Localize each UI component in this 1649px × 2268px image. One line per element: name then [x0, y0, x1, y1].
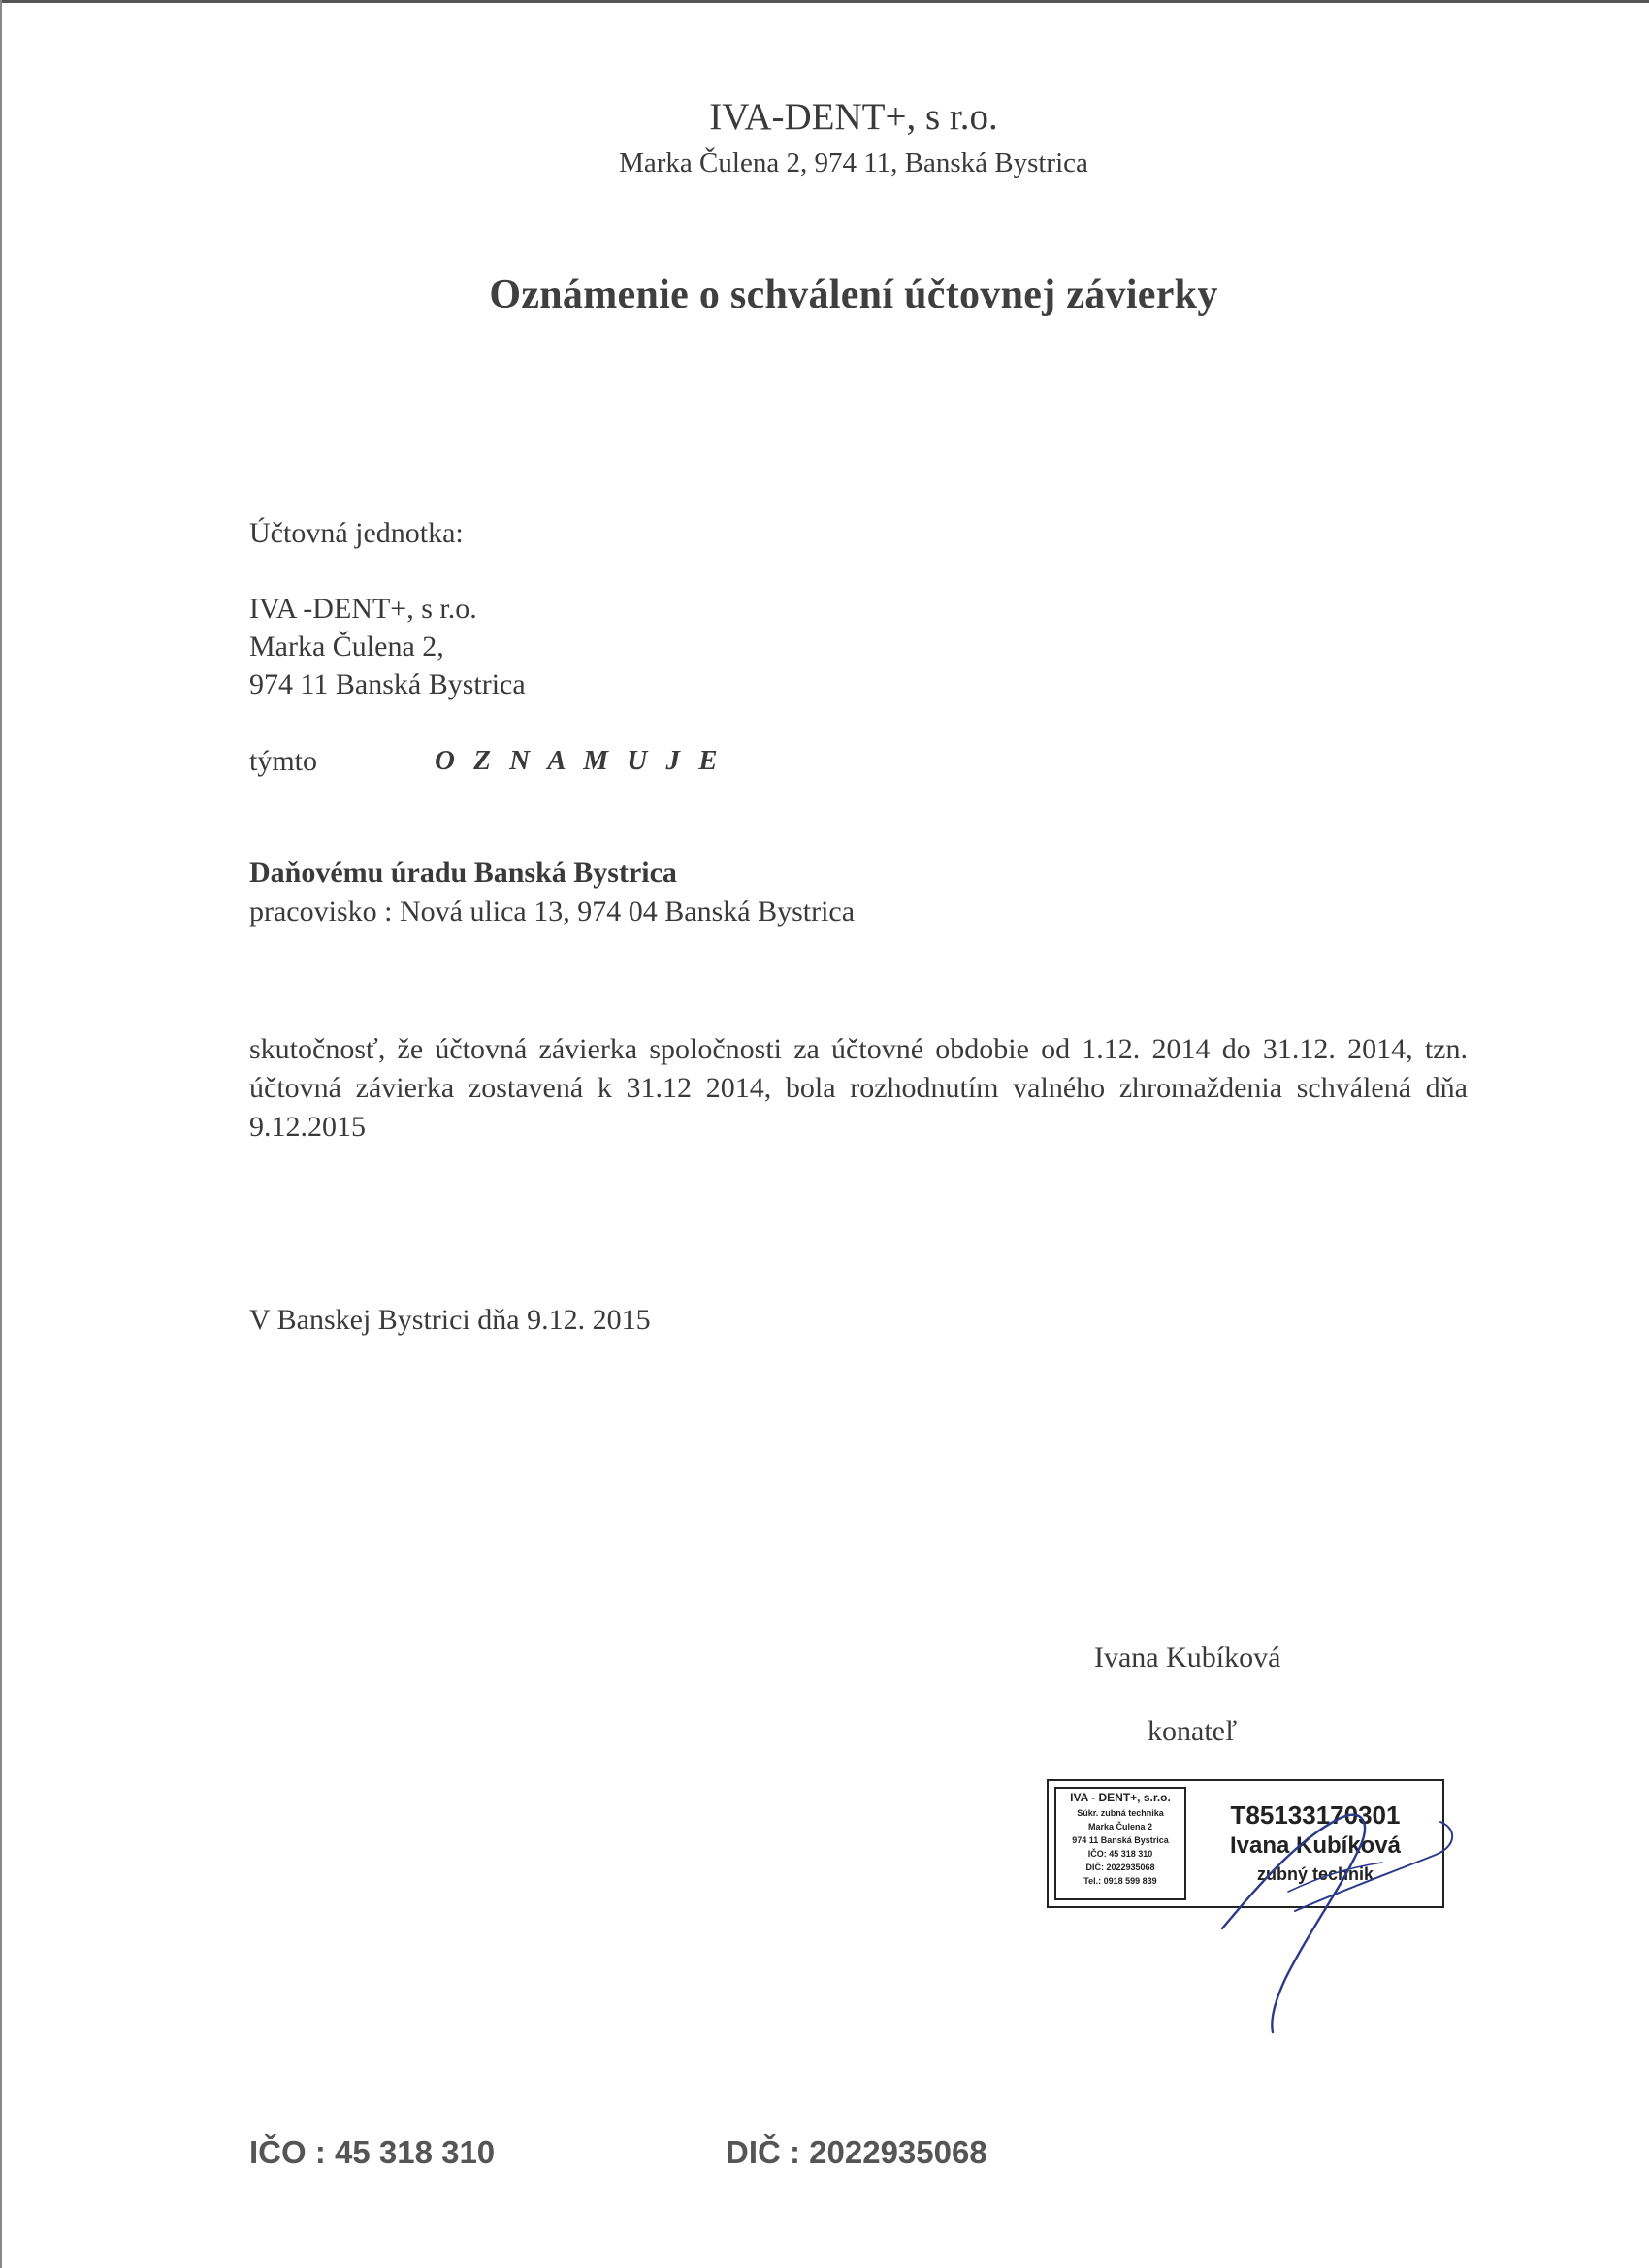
recipient-workplace: pracovisko : Nová ulica 13, 974 04 Banská Bystrica [249, 895, 856, 927]
entity-street: Marka Čulena 2, [249, 631, 444, 663]
announcement-prefix: týmto [249, 745, 318, 777]
stamp-line: IČO: 45 318 310 [1087, 1849, 1153, 1859]
footer-ico: IČO : 45 318 310 [249, 2134, 496, 2170]
company-name: IVA-DENT+, s r.o. [709, 96, 998, 138]
entity-name: IVA -DENT+, s r.o. [249, 593, 477, 625]
stamp-company-block [1054, 1787, 1186, 1900]
stamp-role: zubný technik [1256, 1864, 1374, 1884]
stamp-line: DIČ: 2022935068 [1085, 1863, 1155, 1872]
scan-edge-left [0, 0, 2, 2268]
stamp-line: 974 11 Banská Bystrica [1072, 1835, 1169, 1845]
signatory-role: konateľ [1148, 1715, 1238, 1747]
recipient-name: Daňovému úradu Banská Bystrica [249, 857, 677, 889]
body-paragraph: skutočnosť, že účtovná závierka spoločnosti za účtovné obdobie od 1.12. 2014 do 31.12. 2014, tzn. účtovná závierka zostavená k 31.12 2014, bola rozhodnutím valného zhromaždenia schválená dňa 9.12.2015 [249, 1033, 1468, 1143]
entity-city: 974 11 Banská Bystrica [249, 668, 526, 700]
place-date: V Banskej Bystrici dňa 9.12. 2015 [249, 1304, 651, 1336]
entity-label: Účtovná jednotka: [249, 517, 464, 549]
stamp-line: IVA - DENT+, s.r.o. [1070, 1791, 1171, 1804]
stamp-code: T85133170301 [1230, 1800, 1401, 1830]
scan-edge-top [0, 0, 1649, 3]
handwritten-signature [1203, 1785, 1465, 2037]
stamp-line: Súkr. zubná technika [1077, 1808, 1164, 1818]
announcement-verb: O Z N A M U J E [435, 745, 724, 776]
footer-dic: DIČ : 2022935068 [726, 2134, 987, 2170]
company-address: Marka Čulena 2, 974 11, Banská Bystrica [619, 147, 1088, 178]
signatory-name: Ivana Kubíková [1094, 1641, 1281, 1673]
stamp-line: Tel.: 0918 599 839 [1083, 1876, 1157, 1886]
stamp-name: Ivana Kubíková [1229, 1832, 1402, 1859]
stamp-line: Marka Čulena 2 [1087, 1822, 1153, 1831]
document-title: Oznámenie o schválení účtovnej závierky [489, 273, 1218, 317]
